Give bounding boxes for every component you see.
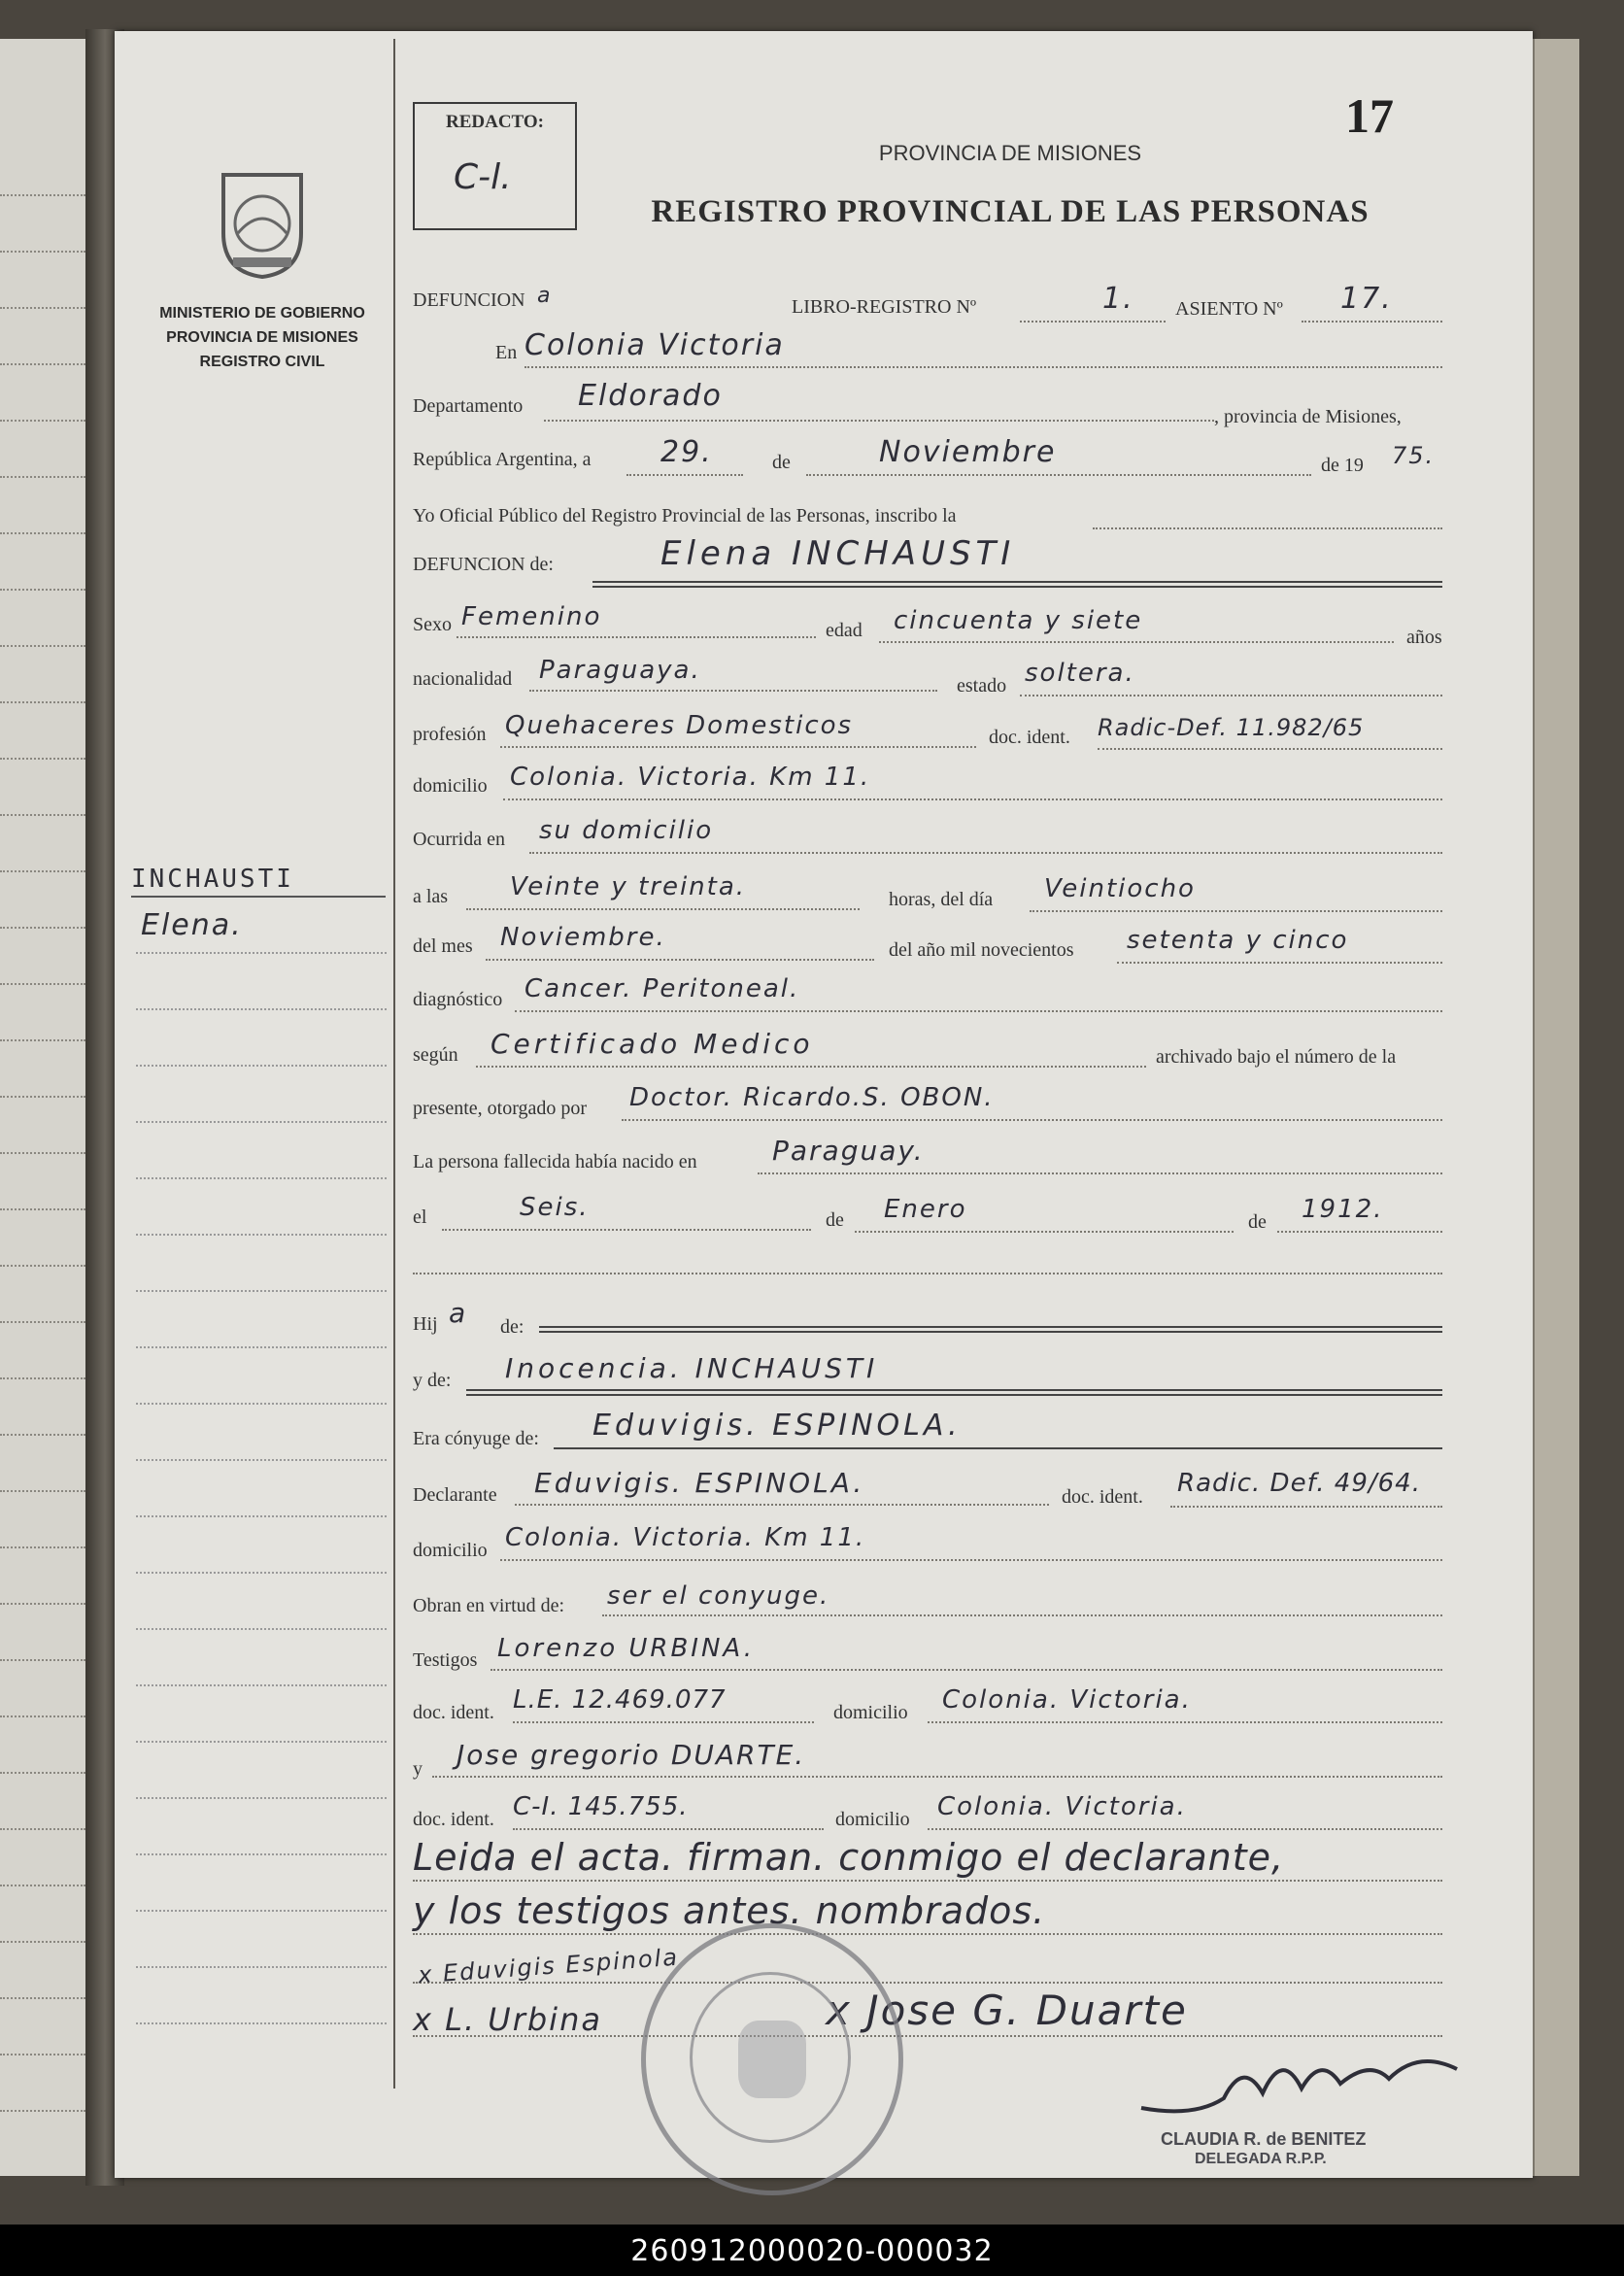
left-page-rule <box>0 1546 85 1548</box>
decl-doc-value: Radic. Def. 49/64. <box>1177 1469 1421 1498</box>
mes2-line <box>855 1231 1234 1233</box>
departamento-value: Eldorado <box>578 379 723 413</box>
signature-witness-1: x L. Urbina <box>413 2001 602 2038</box>
hij-de-line-2 <box>539 1331 1442 1333</box>
margin-rule <box>136 1572 387 1574</box>
left-page-rule <box>0 1941 85 1943</box>
en-label: En <box>495 342 518 363</box>
margin-rule <box>136 1346 387 1348</box>
docident-label: doc. ident. <box>989 727 1070 748</box>
hij-de-line <box>539 1326 1442 1328</box>
yde-line <box>466 1389 1442 1391</box>
left-page-rule <box>0 701 85 703</box>
left-page-rule <box>0 1208 85 1210</box>
margin-rule <box>136 1515 387 1517</box>
registry-stamp <box>641 1923 903 2195</box>
libro-value: 1. <box>1102 282 1134 316</box>
ministry-line-1: MINISTERIO DE GOBIERNO <box>159 305 365 322</box>
left-page-rule <box>0 1659 85 1661</box>
de-label: de <box>772 452 791 473</box>
diagnostico-value: Cancer. Peritoneal. <box>524 974 800 1003</box>
margin-rule <box>136 1177 387 1179</box>
t2-value: Jose gregorio DUARTE. <box>457 1739 806 1771</box>
delanio-label: del año mil novecientos <box>889 939 1074 961</box>
testigos-line <box>491 1669 1442 1671</box>
closing-line-1 <box>413 1880 1442 1882</box>
margin-surname: INCHAUSTI <box>131 865 294 894</box>
testigos-label: Testigos <box>413 1649 478 1671</box>
margin-rule <box>136 1966 387 1968</box>
left-page-rule <box>0 1715 85 1717</box>
delmes-label: del mes <box>413 935 473 957</box>
yo-oficial-text: Yo Oficial Público del Registro Provincial de las Personas, inscribo la <box>413 505 957 527</box>
y-label: y <box>413 1758 423 1780</box>
margin-rule <box>136 1797 387 1799</box>
estado-value: soltera. <box>1025 659 1135 688</box>
t2-dom-value: Colonia. Victoria. <box>937 1792 1187 1821</box>
left-page-rule <box>0 2054 85 2055</box>
t2-line <box>432 1776 1442 1778</box>
ocurrida-line <box>529 852 1442 854</box>
left-page-rule <box>0 307 85 309</box>
closing-line-2 <box>413 1933 1442 1935</box>
left-page-rule <box>0 758 85 760</box>
edad-label: edad <box>826 620 863 641</box>
left-page-rule <box>0 532 85 534</box>
left-page-rule <box>0 1885 85 1886</box>
page-edge-right <box>1533 39 1579 2176</box>
margin-rule <box>136 1628 387 1630</box>
sexo-value: Femenino <box>461 602 602 631</box>
segun-label: según <box>413 1044 458 1066</box>
obran-label: Obran en virtud de: <box>413 1595 565 1616</box>
diagnostico-line <box>515 1010 1442 1012</box>
margin-rule <box>136 1234 387 1236</box>
conyuge-value: Eduvigis. ESPINOLA. <box>592 1409 962 1443</box>
yde-line-2 <box>466 1394 1442 1396</box>
left-page-rule <box>0 645 85 647</box>
anio-label: de 19 <box>1321 455 1364 476</box>
horas-value: Veintiocho <box>1044 874 1196 903</box>
yde-value: Inocencia. INCHAUSTI <box>505 1352 879 1384</box>
docident-value: Radic-Def. 11.982/65 <box>1098 714 1365 741</box>
t1-dom-label: domicilio <box>833 1702 908 1723</box>
left-page-rule <box>0 1321 85 1323</box>
profesion-label: profesión <box>413 724 487 745</box>
delmes-value: Noviembre. <box>500 923 666 952</box>
t2-dom-line <box>928 1828 1442 1830</box>
t2-doc-value: C-I. 145.755. <box>513 1792 689 1821</box>
left-page-rule <box>0 1772 85 1774</box>
segun-value: Certificado Medico <box>491 1028 814 1060</box>
asiento-value: 17. <box>1340 282 1393 316</box>
nacionalidad-label: nacionalidad <box>413 668 513 690</box>
domicilio-label: domicilio <box>413 775 488 797</box>
mes2-value: Enero <box>884 1195 967 1224</box>
redacto-box <box>413 102 577 230</box>
provincial-seal-icon <box>214 165 311 282</box>
obran-line <box>602 1614 1442 1616</box>
nacido-label: La persona fallecida había nacido en <box>413 1151 697 1172</box>
en-value: Colonia Victoria <box>524 328 785 362</box>
left-page-rule <box>0 251 85 253</box>
left-page-rule <box>0 363 85 365</box>
profesion-line <box>500 746 976 748</box>
en-line <box>524 366 1442 368</box>
margin-given-name: Elena. <box>141 908 243 942</box>
departamento-label: Departamento <box>413 395 524 417</box>
ocurrida-value: su domicilio <box>539 816 714 845</box>
t2-dom-label: domicilio <box>835 1809 910 1830</box>
sexo-line <box>457 636 816 638</box>
segun-line <box>476 1066 1146 1068</box>
left-page-rule <box>0 1490 85 1492</box>
page-number: 17 <box>1345 88 1394 143</box>
edad-value: cincuenta y siete <box>894 606 1143 635</box>
defuncion-label: DEFUNCION <box>413 289 525 311</box>
closing-text-2: y los testigos antes. nombrados. <box>413 1889 1046 1932</box>
redacto-label: REDACTO: <box>446 112 544 132</box>
asiento-line <box>1302 321 1442 323</box>
anio2-line <box>1277 1231 1442 1233</box>
archivado-label: archivado bajo el número de la <box>1156 1046 1397 1068</box>
province-heading: PROVINCIA DE MISIONES <box>878 141 1142 165</box>
de2-label: de <box>826 1209 844 1231</box>
alas-value: Veinte y treinta. <box>510 872 747 901</box>
t1-dom-value: Colonia. Victoria. <box>942 1685 1192 1715</box>
t1-doc-label: doc. ident. <box>413 1702 494 1723</box>
t2-doc-line <box>513 1828 824 1830</box>
official-name: CLAUDIA R. de BENITEZ <box>1161 2129 1367 2149</box>
left-page-rule <box>0 589 85 591</box>
defuncion-de-label: DEFUNCION de: <box>413 554 554 575</box>
defuncion-de-value: Elena INCHAUSTI <box>660 534 1016 573</box>
profesion-value: Quehaceres Domesticos <box>505 711 854 740</box>
dia-value: 29. <box>660 435 713 469</box>
delanio-value: setenta y cinco <box>1127 926 1349 955</box>
obran-value: ser el conyuge. <box>607 1581 830 1611</box>
el-label: el <box>413 1206 427 1228</box>
presente-line <box>622 1119 1442 1121</box>
margin-rule <box>136 1684 387 1686</box>
image-id-bar <box>0 2225 1624 2276</box>
signature-witness-2: x Jose G. Duarte <box>826 1987 1188 2034</box>
margin-divider <box>393 39 395 2089</box>
left-page-rule <box>0 1039 85 1041</box>
domicilio-value: Colonia. Victoria. Km 11. <box>510 763 871 792</box>
domicilio-line <box>503 798 1442 800</box>
el-line <box>442 1229 811 1231</box>
t1-doc-line <box>513 1721 814 1723</box>
nacionalidad-value: Paraguaya. <box>539 656 701 685</box>
left-page-rule <box>0 814 85 816</box>
yde-label: y de: <box>413 1370 452 1391</box>
hij-label: Hij <box>413 1313 438 1335</box>
left-page-rule <box>0 1997 85 1999</box>
anio-value: 75. <box>1392 442 1436 469</box>
asiento-label: ASIENTO Nº <box>1175 298 1283 320</box>
left-page-rule <box>0 2110 85 2112</box>
de3-label: de <box>1248 1211 1267 1233</box>
conyuge-label: Era cónyuge de: <box>413 1428 539 1449</box>
margin-rule <box>136 1403 387 1405</box>
left-page-rule <box>0 1096 85 1098</box>
horas-label: horas, del día <box>889 889 994 910</box>
left-page-rule <box>0 1603 85 1605</box>
margin-rule <box>136 1065 387 1067</box>
declarante-line <box>515 1504 1049 1506</box>
provincia-suffix: , provincia de Misiones, <box>1214 406 1402 427</box>
delanio-line <box>1117 962 1442 964</box>
republica-label: República Argentina, a <box>413 449 592 470</box>
declarante-label: Declarante <box>413 1484 497 1506</box>
margin-rule <box>136 1741 387 1743</box>
registry-heading: REGISTRO PROVINCIAL DE LAS PERSONAS <box>651 194 1370 229</box>
conyuge-line <box>554 1447 1442 1449</box>
departamento-line <box>544 420 1214 422</box>
decl-dom-label: domicilio <box>413 1540 488 1561</box>
estado-line <box>1020 695 1442 696</box>
mes-line <box>806 474 1311 476</box>
left-page-rule <box>0 1828 85 1830</box>
decl-doc-label: doc. ident. <box>1062 1486 1143 1508</box>
estado-label: estado <box>957 675 1007 696</box>
left-page-rule <box>0 420 85 422</box>
margin-rule <box>136 1853 387 1855</box>
hij-de-label: de: <box>500 1316 524 1338</box>
left-page-rule <box>0 476 85 478</box>
dia-line <box>626 474 743 476</box>
left-page-rule <box>0 1265 85 1267</box>
margin-rule <box>136 952 387 954</box>
left-page-edge <box>0 39 90 2176</box>
defuncion-de-line <box>592 581 1442 583</box>
ministry-heading <box>131 301 393 374</box>
left-page-rule <box>0 927 85 929</box>
sexo-label: Sexo <box>413 614 452 635</box>
presente-value: Doctor. Ricardo.S. OBON. <box>629 1083 995 1112</box>
libro-line <box>1020 321 1166 323</box>
nacido-line <box>758 1172 1442 1174</box>
ministry-line-3: REGISTRO CIVIL <box>199 354 325 370</box>
left-page-rule <box>0 1152 85 1154</box>
diagnostico-label: diagnóstico <box>413 989 503 1010</box>
left-page-rule <box>0 1377 85 1379</box>
stamp-emblem-icon <box>738 2021 806 2098</box>
left-page-rule <box>0 194 85 196</box>
t1-dom-line <box>928 1721 1442 1723</box>
margin-rule <box>136 1459 387 1461</box>
ocurrida-label: Ocurrida en <box>413 829 505 850</box>
horas-line <box>1030 910 1442 912</box>
declarante-value: Eduvigis. ESPINOLA. <box>534 1467 865 1499</box>
official-title: DELEGADA R.P.P. <box>1195 2151 1327 2167</box>
t1-doc-value: L.E. 12.469.077 <box>513 1685 727 1715</box>
presente-label: presente, otorgado por <box>413 1098 588 1119</box>
nacionalidad-line <box>529 690 937 692</box>
alas-line <box>466 908 860 910</box>
ministry-line-2: PROVINCIA DE MISIONES <box>166 329 358 346</box>
anios-label: años <box>1406 627 1442 648</box>
closing-text-1: Leida el acta. firman. conmigo el declarante, <box>413 1836 1285 1879</box>
delmes-line <box>486 959 874 961</box>
testigos-value: Lorenzo URBINA. <box>497 1634 755 1663</box>
official-signature-scribble <box>1136 2040 1467 2137</box>
edad-line <box>879 641 1394 643</box>
mes-value: Noviembre <box>879 435 1057 469</box>
left-page-rule <box>0 1434 85 1436</box>
alas-label: a las <box>413 886 449 907</box>
libro-label: LIBRO-REGISTRO Nº <box>792 296 977 318</box>
margin-rule <box>136 1121 387 1123</box>
margin-rule <box>136 1008 387 1010</box>
yo-oficial-line <box>1093 527 1442 529</box>
decl-dom-line <box>500 1559 1442 1561</box>
hij-value: a <box>449 1297 468 1329</box>
docident-line <box>1098 748 1442 750</box>
margin-rule <box>136 2022 387 2024</box>
defuncion-suffix: a <box>537 284 553 308</box>
margin-underline <box>131 896 386 898</box>
signature-declarante: x Eduvigis Espinola <box>417 1943 680 1989</box>
decl-doc-line <box>1170 1506 1442 1508</box>
blank-line <box>413 1273 1442 1274</box>
defuncion-de-line-2 <box>592 586 1442 588</box>
signature-line-1 <box>413 1982 1442 1984</box>
left-page-rule <box>0 983 85 985</box>
margin-rule <box>136 1290 387 1292</box>
el-value: Seis. <box>520 1193 590 1222</box>
nacido-value: Paraguay. <box>772 1135 925 1167</box>
anio2-value: 1912. <box>1302 1195 1384 1224</box>
redacto-value: C-l. <box>454 157 512 197</box>
decl-dom-value: Colonia. Victoria. Km 11. <box>505 1523 866 1552</box>
left-page-rule <box>0 870 85 872</box>
image-id-text: 260912000020-000032 <box>630 2234 994 2268</box>
t2-doc-label: doc. ident. <box>413 1809 494 1830</box>
margin-rule <box>136 1910 387 1912</box>
